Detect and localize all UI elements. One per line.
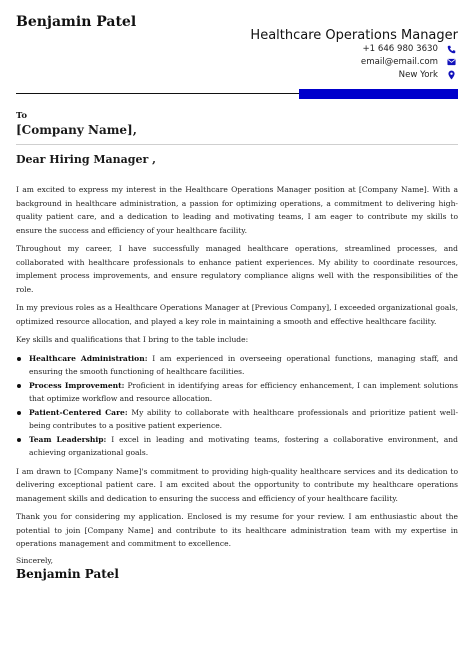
job-title: Healthcare Operations Manager — [250, 28, 458, 43]
bullet-icon — [17, 384, 21, 388]
phone-icon — [447, 45, 456, 54]
phone-text: +1 646 980 3630 — [362, 44, 438, 54]
header-accent-bar — [299, 89, 458, 99]
bullet-icon — [17, 357, 21, 361]
salutation: Dear Hiring Manager , — [16, 153, 156, 166]
closing-line: Sincerely, — [16, 556, 54, 565]
skill-item — [29, 433, 458, 460]
skill-text: Proficient in identifying areas for efficiency enhancement, I can implement solutions that optimize workflow and resource allocation. — [29, 380, 459, 403]
contact-email — [361, 57, 456, 67]
body-paragraph: Thank you for considering my application. Enclosed is my resume for your review. I am enthusiastic about the potential to join [Company Name] and contribute to its healthcare administration team with my expertise in operations management and commitment to excellence. — [16, 512, 458, 548]
to-label: To — [16, 111, 28, 121]
letter-body — [16, 183, 458, 556]
skill-item — [29, 352, 458, 379]
skill-item — [29, 406, 458, 433]
map-pin-icon — [447, 70, 456, 80]
skills-list — [16, 352, 458, 460]
bullet-icon — [17, 411, 21, 415]
skill-text: My ability to collaborate with healthcare professionals and prioritize patient well-being contributes to a positive patient experience. — [29, 407, 458, 430]
signature-name: Benjamin Patel — [16, 567, 119, 581]
skill-item — [29, 379, 458, 406]
skill-title: Patient-Centered Care: — [29, 407, 128, 417]
location-text: New York — [398, 70, 438, 80]
body-paragraph: Throughout my career, I have successfully managed healthcare operations, streamlined processes, and collaborated with healthcare professionals to enhance patient experiences. My ability to coordinate resources, implement process improvements, and ensure regulatory compliance aligns well with the responsibilities of the role. — [16, 244, 458, 294]
skill-title: Process Improvement: — [29, 380, 125, 390]
skill-title: Team Leadership: — [29, 434, 107, 444]
recipient-divider — [16, 144, 458, 145]
skill-title: Healthcare Administration: — [29, 353, 148, 363]
contact-phone — [362, 44, 456, 54]
body-paragraph: I am excited to express my interest in the Healthcare Operations Manager position at [Company Name]. With a background in healthcare administration, a passion for optimizing operations, a commitment to delivering high-quality patient care, and a dedication to leading and motivating teams, I am eager to contribute my skills to ensure the success and efficiency of your healthcare facility. — [16, 185, 458, 235]
applicant-name-header: Benjamin Patel — [16, 14, 137, 30]
body-paragraph: In my previous roles as a Healthcare Operations Manager at [Previous Company], I exceeded organizational goals, optimized resource allocation, and played a key role in maintaining a smooth and effective healthcare facility. — [16, 303, 458, 326]
skills-intro: Key skills and qualifications that I bring to the table include: — [16, 335, 249, 344]
envelope-icon — [447, 58, 456, 66]
header-divider-line — [16, 93, 300, 94]
skill-text: I excel in leading and motivating teams, fostering a collaborative environment, and achieving organizational goals. — [29, 434, 458, 457]
skill-text: I am experienced in overseeing operational functions, managing staff, and ensuring the smooth functioning of healthcare facilities. — [29, 353, 458, 376]
contact-location — [399, 70, 456, 80]
body-paragraph: I am drawn to [Company Name]'s commitment to providing high-quality healthcare services and its dedication to delivering exceptional patient care. I am excited about the opportunity to contribute my healthcare operations management skills and dedication to ensuring the success and efficiency of your healthcare facility. — [16, 466, 458, 503]
email-text: email@email.com — [360, 57, 438, 67]
recipient-company: [Company Name], — [16, 123, 137, 137]
bullet-icon — [17, 438, 21, 442]
